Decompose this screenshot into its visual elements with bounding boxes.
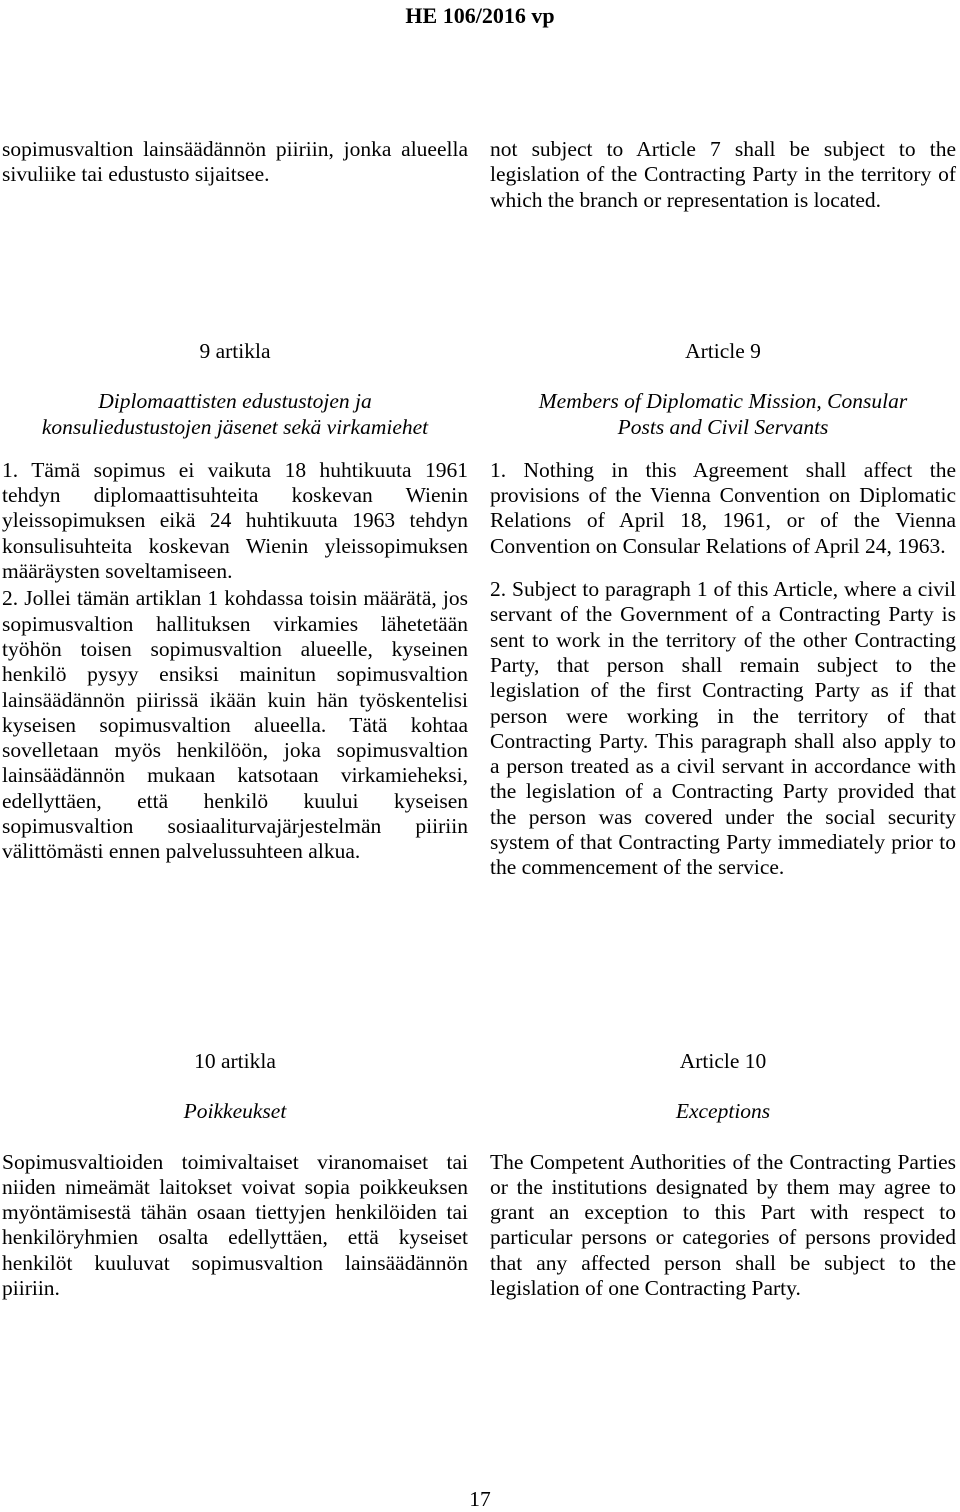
- article9-subheading-en-line2: Posts and Civil Servants: [617, 414, 829, 439]
- article9-subheading-en-line1: Members of Diplomatic Mission, Consular: [538, 389, 908, 414]
- article9-en-column: [490, 339, 956, 881]
- article9-fi-column: [2, 339, 468, 865]
- article10-heading-en: Article 10: [679, 1049, 767, 1073]
- article9-paragraph2-en: 2. Subject to paragraph 1 of this Article, where a civil servant of the Government of a Contracting Party is sent to work in the territory of the other Contracting Party, that person shall remain subject to the legislation of the first Contracting Party as if that person were working in the territory of that Contracting Party. This paragraph shall also apply to a person treated as a civil servant in accordance with the legislation of a Contracting Party provided that the person was covered under the social security system of that Contracting Party immediately prior to the commencement of the service.: [490, 577, 956, 880]
- article10-paragraph-en: The Competent Authorities of the Contracting Parties or the institutions designated by them may agree to grant an exception to this Part with respect to particular persons or categories of persons provided that any affected person shall be subject to the legislation of one Contracting Party.: [490, 1149, 956, 1301]
- article10-fi-column: [2, 1049, 468, 1301]
- continuation-paragraph-fi: sopimusvaltion lainsäädännön piiriin, jonka alueella sivuliike tai edustusto sijaitsee.: [2, 137, 468, 187]
- page-number: 17: [469, 1487, 491, 1511]
- continuation-fi-column: [2, 137, 468, 188]
- continuation-paragraph-en: not subject to Article 7 shall be subject to the legislation of the Contracting Party in the territory of which the branch or representation is located.: [490, 137, 956, 212]
- article9-subheading-fi-line1: Diplomaattisten edustustojen ja: [98, 389, 372, 414]
- article9-paragraph2-fi: 2. Jollei tämän artiklan 1 kohdassa toisin määrätä, jos sopimusvaltion hallituksen virkamies lähetetään työhön toisen sopimusvaltion alueelle, kyseinen henkilö pysyy ensiksi mainitun sopimusvaltion lainsäädännön piirissä ikään kuin hän työskentelisi kyseisen sopimusvaltion alueella. Tätä kohtaa sovelletaan myös henkilöön, joka sopimusvaltion lainsäädännön mukaan katsotaan virkamieheksi, edellyttäen, että henkilö kuului kyseisen sopimusvaltion sosiaaliturvajärjestelmän piiriin välittömästi ennen palvelussuhteen alkua.: [2, 586, 468, 864]
- article9-paragraph1-fi: 1. Tämä sopimus ei vaikuta 18 huhtikuuta 1961 tehdyn diplomaattisuhteita koskevan Wienin yleissopimuksen eikä 24 huhtikuuta 1963 tehdyn konsulisuhteita koskevan Wienin yleissopimuksen määräysten soveltamiseen.: [2, 457, 468, 584]
- article9-subheading-fi-line2: konsuliedustustojen jäsenet sekä virkamiehet: [41, 414, 429, 439]
- article10-heading-fi: 10 artikla: [194, 1049, 276, 1073]
- article10-en-column: [490, 1049, 956, 1301]
- article10-paragraph-fi: Sopimusvaltioiden toimivaltaiset viranomaiset tai niiden nimeämät laitokset voivat sopia poikkeuksen myöntämisestä tähän osaan tiettyjen henkilöiden tai henkilöryhmien osalta edellyttäen, että kyseiset henkilöt kuuluvat sopimusvaltion lainsäädännön piiriin.: [2, 1149, 468, 1301]
- article10-subheading-en: Exceptions: [675, 1099, 771, 1124]
- article9-heading-en: Article 9: [685, 339, 761, 363]
- article10-subheading-fi: Poikkeukset: [183, 1099, 287, 1124]
- continuation-en-column: [490, 137, 956, 213]
- document-header: HE 106/2016 vp: [405, 3, 555, 28]
- article9-paragraph1-en: 1. Nothing in this Agreement shall affect the provisions of the Vienna Convention on Diplomatic Relations of April 18, 1961, or of the Vienna Convention on Consular Relations of April 24, 1963.: [490, 457, 956, 558]
- article9-heading-fi: 9 artikla: [199, 339, 271, 363]
